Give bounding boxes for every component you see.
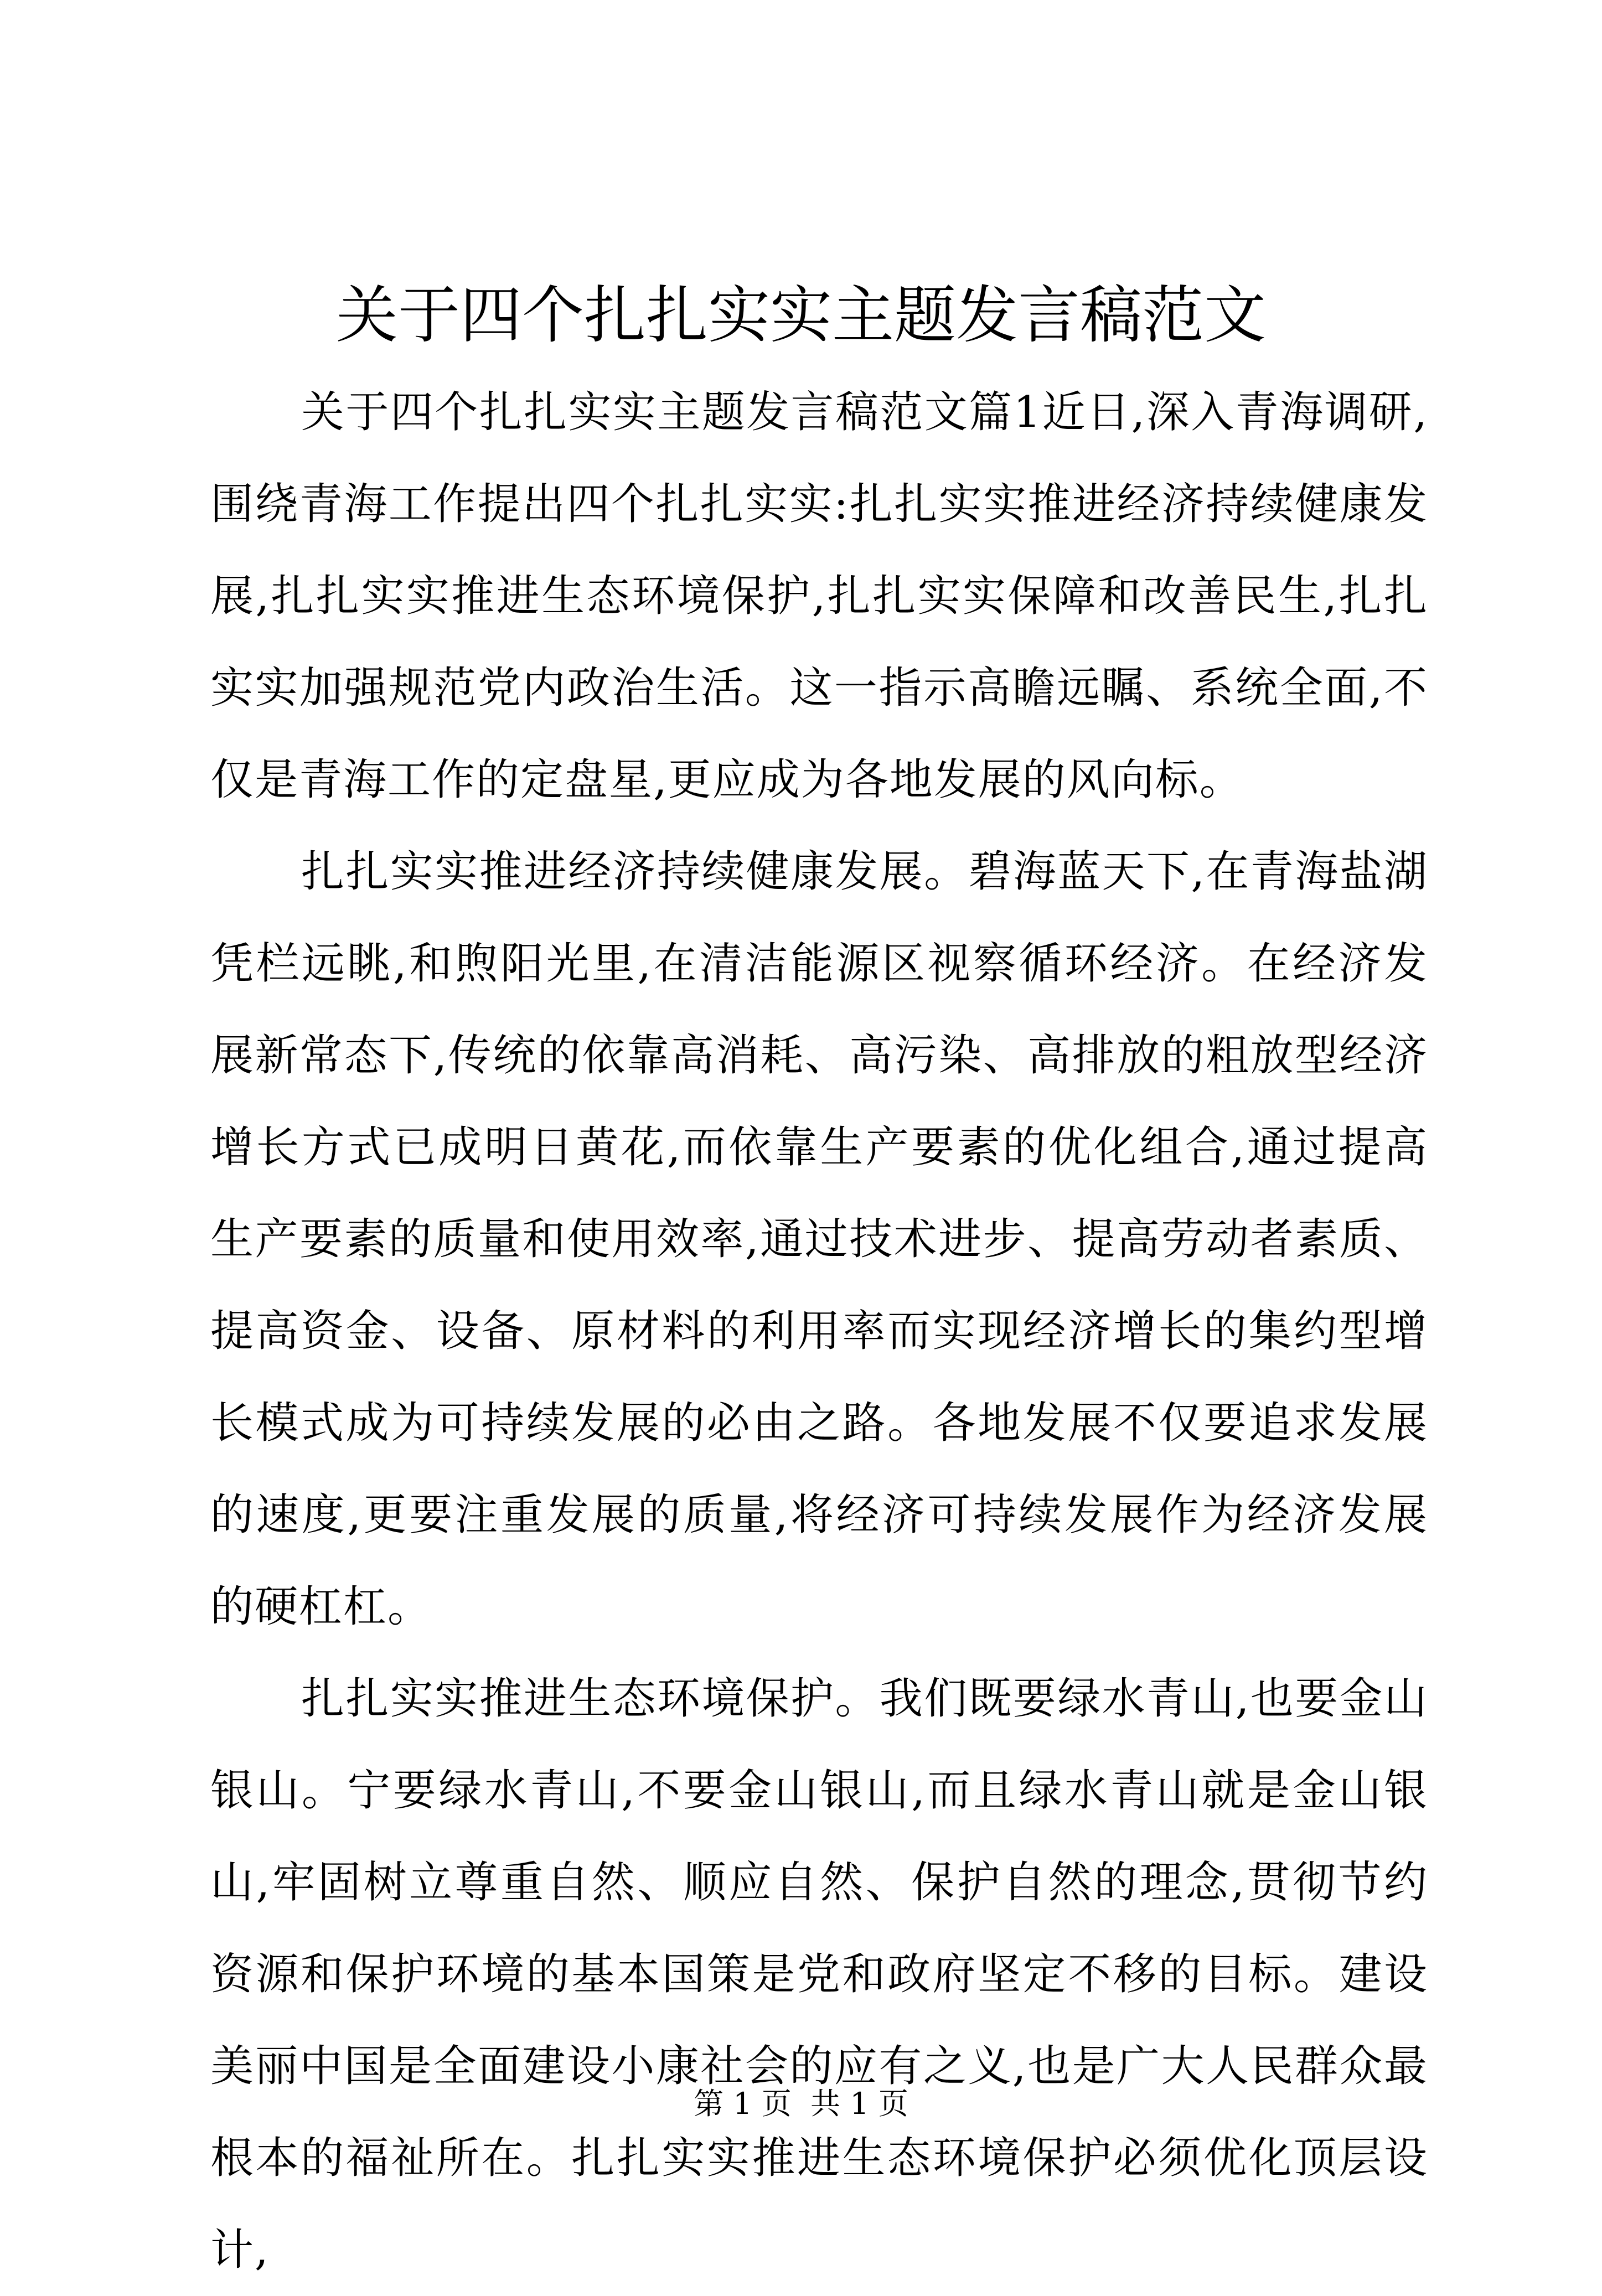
- page-number-footer: [0, 2085, 1602, 2123]
- body-paragraph-2: 扎扎实实推进经济持续健康发展。碧海蓝天下,在青海盐湖凭栏远眺,和煦阳光里,在清洁能源区视察循环经济。在经济发展新常态下,传统的依靠高消耗、高污染、高排放的粗放型经济增长方式已成明日黄花,而依靠生产要素的优化组合,通过提高生产要素的质量和使用效率,通过技术进步、提高劳动者素质、提高资金、设备、原材料的利用率而实现经济增长的集约型增长模式成为可持续发展的必由之路。各地发展不仅要追求发展的速度,更要注重发展的质量,将经济可持续发展作为经济发展的硬杠杠。: [210, 847, 1428, 1632]
- document-title: 关于四个扎扎实实主题发言稿范文: [336, 280, 1266, 351]
- body-paragraph-3: 扎扎实实推进生态环境保护。我们既要绿水青山,也要金山银山。宁要绿水青山,不要金山银山,而且绿水青山就是金山银山,牢固树立尊重自然、顺应自然、保护自然的理念,贯彻节约资源和保护环境的基本国策是党和政府坚定不移的目标。建设美丽中国是全面建设小康社会的应有之义,也是广大人民群众最根本的福祉所在。扎扎实实推进生态环境保护必须优化顶层设计,: [210, 1674, 1428, 2275]
- body-paragraph-1: 关于四个扎扎实实主题发言稿范文篇1近日,深入青海调研,围绕青海工作提出四个扎扎实实:扎扎实实推进经济持续健康发展,扎扎实实推进生态环境保护,扎扎实实保障和改善民生,扎扎实实加强规范党内政治生活。这一指示高瞻远瞩、系统全面,不仅是青海工作的定盘星,更应成为各地发展的风向标。: [210, 387, 1428, 805]
- document-body: [210, 366, 1428, 2296]
- page-number-label: 第 1 页 共 1 页: [694, 2086, 908, 2121]
